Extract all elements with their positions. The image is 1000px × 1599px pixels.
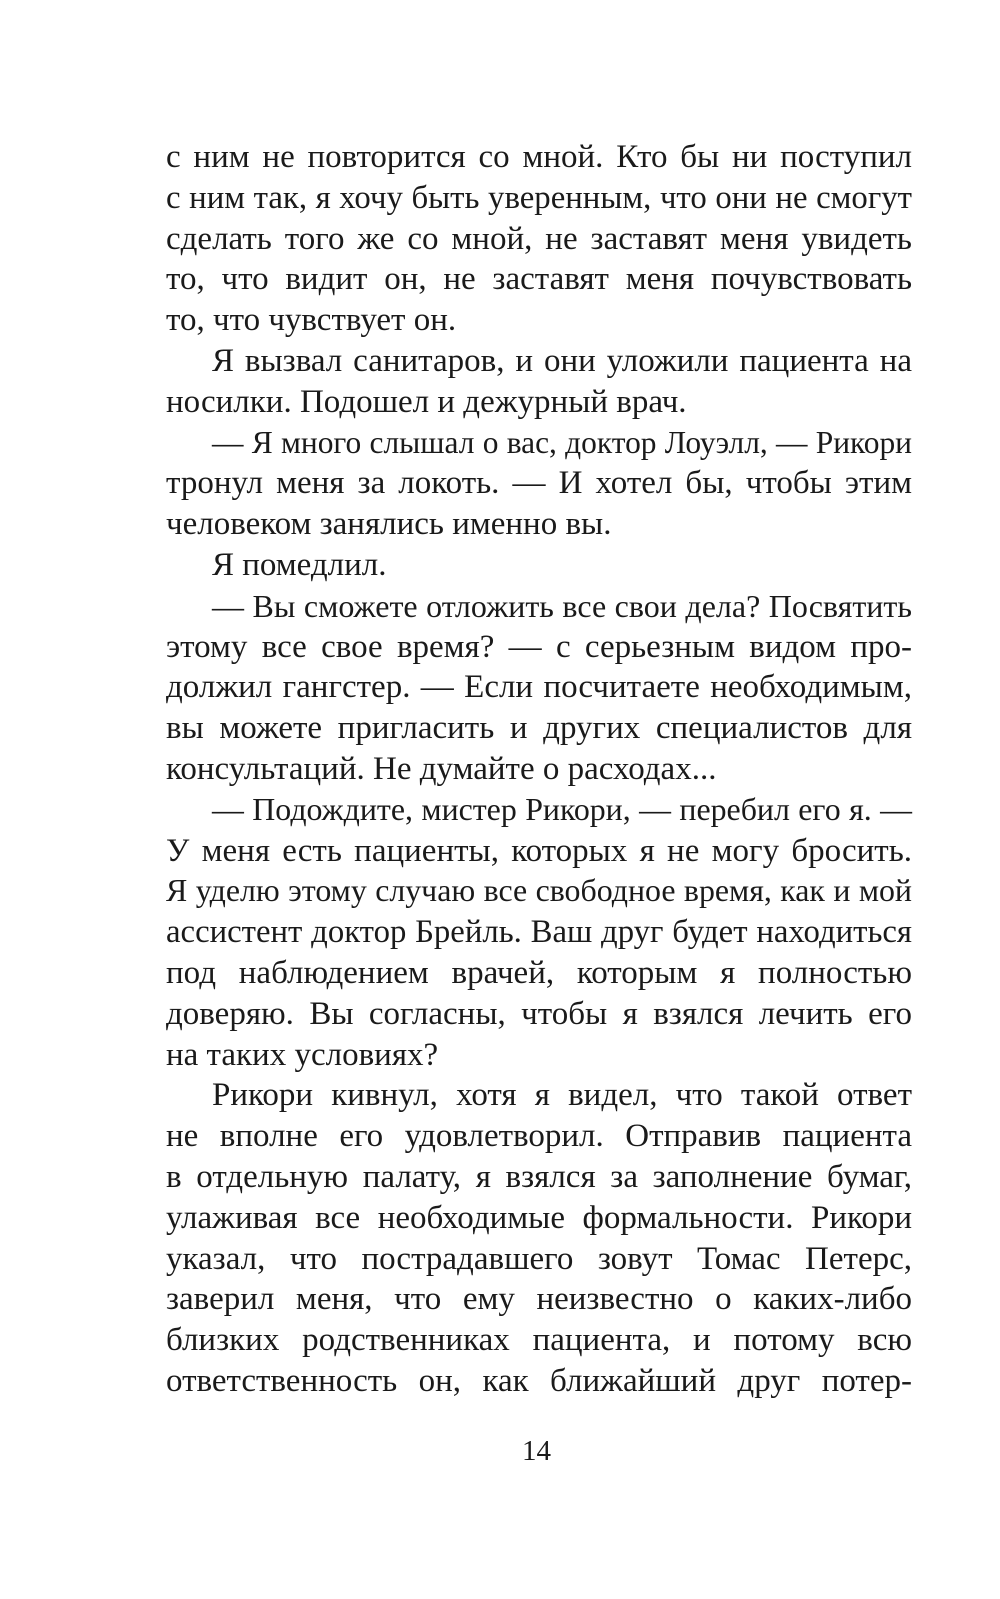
text-line: улаживая все необходимые формальности. Рикори — [166, 1199, 912, 1236]
text-line: под наблюдением врачей, которым я полностью — [166, 954, 912, 991]
text-line: Я помедлил. — [212, 546, 387, 583]
text-line: человеком занялись именно вы. — [166, 506, 612, 543]
text-line: тронул меня за локоть. — И хотел бы, чтобы этим — [166, 465, 912, 502]
text-line: не вполне его удовлетворил. Отправив пациента — [166, 1118, 912, 1155]
text-line: Рикори кивнул, хотя я видел, что такой ответ — [212, 1077, 912, 1114]
text-line: этому все свое время? — с серьезным видом про- — [166, 628, 912, 665]
text-line: Я уделю этому случаю все свободное время, как и мой — [166, 873, 912, 909]
text-line: то, что видит он, не заставят меня почувствовать — [166, 261, 912, 298]
text-line: ассистент доктор Брейль. Ваш друг будет находиться — [166, 914, 912, 951]
text-line: — Вы сможете отложить все свои дела? Посвятить — [212, 587, 912, 624]
text-line: должил гангстер. — Если посчитаете необходимым, — [166, 669, 912, 706]
page-number: 14 — [522, 1435, 551, 1467]
text-line: с ним так, я хочу быть уверенным, что они не смогут — [166, 179, 912, 216]
text-line: заверил меня, что ему неизвестно о каких-либо — [166, 1281, 912, 1318]
text-line: указал, что пострадавшего зовут Томас Петерс, — [166, 1240, 912, 1277]
text-line: У меня есть пациенты, которых я не могу бросить. — [166, 832, 912, 869]
text-line: в отдельную палату, я взялся за заполнение бумаг, — [166, 1158, 912, 1195]
text-line: — Подождите, мистер Рикори, — перебил его я. — — [212, 791, 912, 827]
text-line: то, что чувствует он. — [166, 302, 457, 339]
text-line: с ним не повторится со мной. Кто бы ни поступил — [166, 139, 912, 175]
text-line: близких родственниках пациента, и потому всю — [166, 1322, 912, 1359]
text-line: — Я много слышал о вас, доктор Лоуэлл, — Рикори — [212, 424, 912, 460]
text-line: доверяю. Вы согласны, чтобы я взялся лечить его — [166, 995, 912, 1032]
text-line: консультаций. Не думайте о расходах... — [166, 750, 717, 787]
text-line: ответственность он, как ближайший друг потер- — [166, 1362, 912, 1399]
text-line: сделать того же со мной, не заставят меня увидеть — [166, 220, 912, 257]
text-line: Я вызвал санитаров, и они уложили пациента на — [212, 342, 912, 379]
text-line: на таких условиях? — [166, 1036, 439, 1073]
body-text — [166, 137, 912, 1402]
text-line: носилки. Подошел и дежурный врач. — [166, 383, 687, 420]
text-line: вы можете пригласить и других специалистов для — [166, 710, 912, 747]
